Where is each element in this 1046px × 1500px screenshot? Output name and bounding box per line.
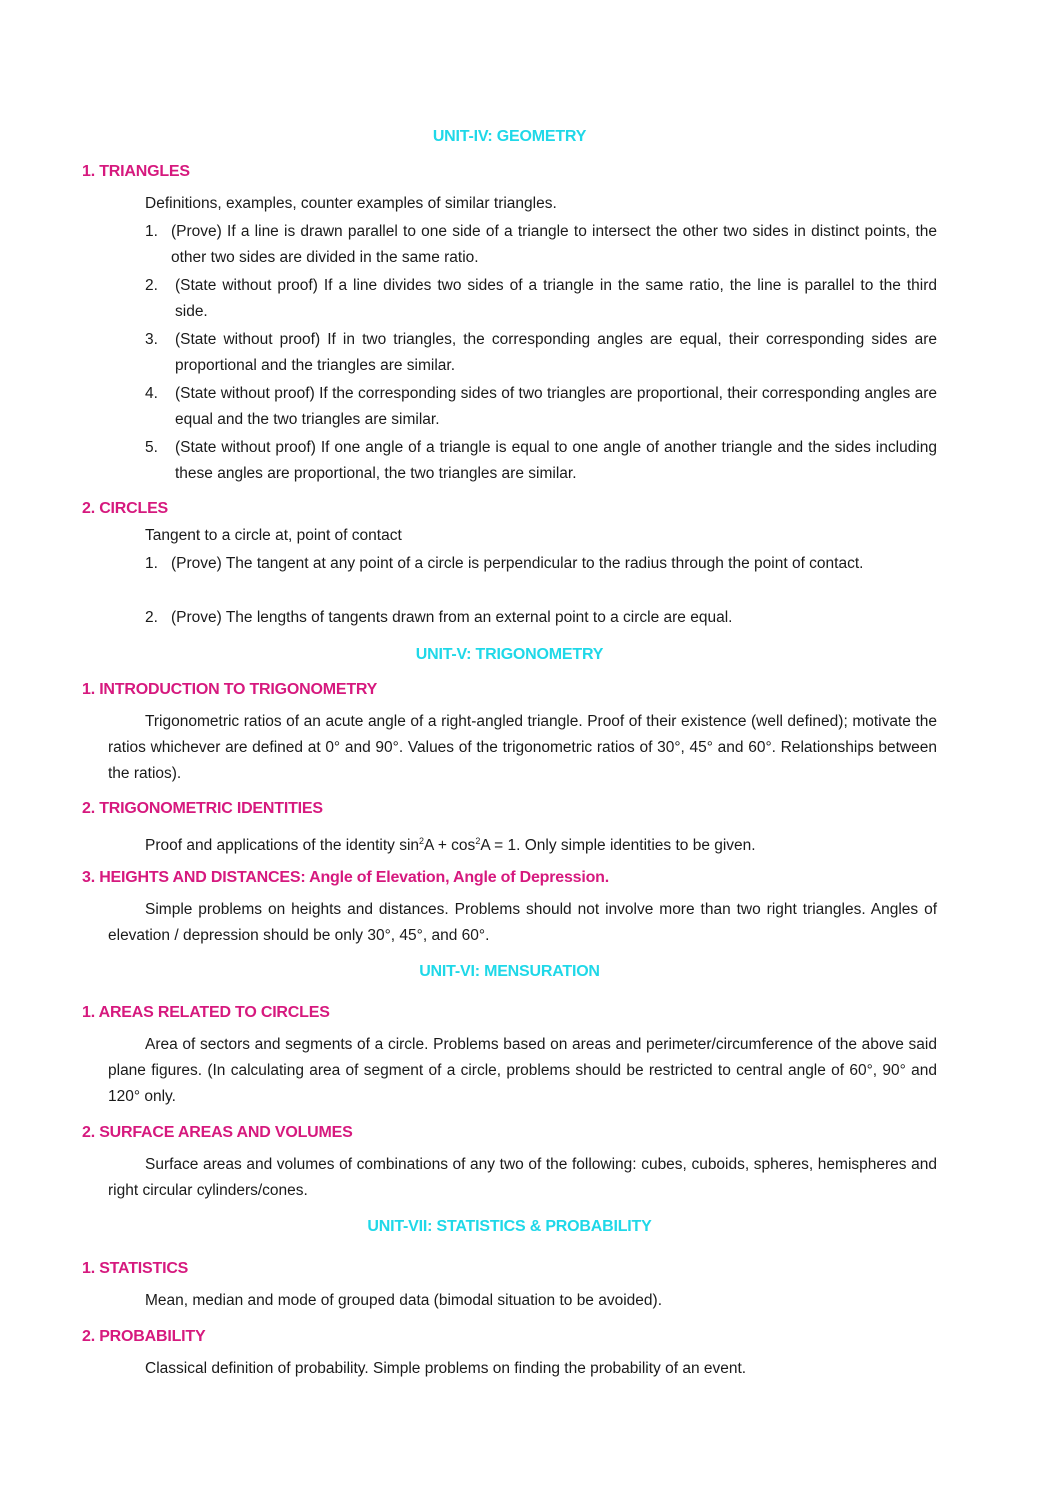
- identities-heading: 2. TRIGONOMETRIC IDENTITIES: [82, 800, 323, 817]
- intro-trig-heading: 1. INTRODUCTION TO TRIGONOMETRY: [82, 681, 378, 698]
- item-number: 5.: [145, 439, 158, 456]
- item-text: (Prove) If a line is drawn parallel to one side of a triangle to intersect the other two sides in distinct points, the other two sides are divided in the same ratio.: [171, 223, 937, 266]
- circles-heading: 2. CIRCLES: [82, 500, 169, 517]
- identities-text-part-1: Proof and applications of the identity sin: [145, 837, 420, 855]
- unit-4-title: UNIT-IV: GEOMETRY: [432, 128, 587, 145]
- item-text: (Prove) The tangent at any point of a circle is perpendicular to the radius through the point of contact.: [171, 555, 864, 572]
- item-number: 3.: [145, 331, 158, 348]
- circles-item-2: [145, 605, 937, 631]
- triangles-item-2: [145, 273, 937, 325]
- triangles-item-3: [145, 327, 937, 379]
- statistics-text: Mean, median and mode of grouped data (bimodal situation to be avoided).: [145, 1292, 663, 1309]
- item-number: 1.: [145, 555, 158, 572]
- item-text: (State without proof) If one angle of a triangle is equal to one angle of another triangle and the sides including these angles are proportional, the two triangles are similar.: [175, 439, 937, 482]
- superscript-2: 2: [475, 836, 481, 846]
- item-number: 2.: [145, 277, 158, 294]
- triangles-item-5: [145, 435, 937, 487]
- item-number: 4.: [145, 385, 158, 402]
- heights-text: Simple problems on heights and distances. Problems should not involve more than two right triangles. Angles of elevation / depression should be only 30°, 45°, and 60°.: [108, 901, 937, 944]
- surface-text: Surface areas and volumes of combinations of any two of the following: cubes, cuboids, spheres, hemispheres and right circular cylinders/cones.: [108, 1156, 937, 1199]
- probability-heading: 2. PROBABILITY: [82, 1328, 206, 1345]
- statistics-heading: 1. STATISTICS: [82, 1260, 189, 1277]
- areas-text: Area of sectors and segments of a circle. Problems based on areas and perimeter/circumference of the above said plane figures. (In calculating area of segment of a circle, problems should be restricted to central angle of 60°, 90° and 120° only.: [108, 1036, 937, 1105]
- unit-6-title: UNIT-VI: MENSURATION: [419, 963, 600, 980]
- item-text: (State without proof) If in two triangles, the corresponding angles are equal, their corresponding sides are proportional and the triangles are similar.: [175, 331, 937, 374]
- intro-trig-text: Trigonometric ratios of an acute angle of a right-angled triangle. Proof of their existence (well defined); motivate the ratios whichever are defined at 0° and 90°. Values of the trigonometric ratios of 30°, 45° and 60°. Relationships between the ratios).: [108, 713, 937, 782]
- circles-intro: Tangent to a circle at, point of contact: [145, 527, 402, 544]
- superscript-2: 2: [419, 836, 425, 846]
- circles-item-1: [145, 551, 937, 577]
- item-number: 2.: [145, 609, 158, 626]
- identities-text: [145, 828, 937, 859]
- item-text: (State without proof) If a line divides two sides of a triangle in the same ratio, the line is parallel to the third side.: [175, 277, 937, 320]
- triangles-intro: Definitions, examples, counter examples of similar triangles.: [145, 195, 557, 212]
- item-number: 1.: [145, 223, 158, 240]
- triangles-item-4: [145, 381, 937, 433]
- heights-heading: 3. HEIGHTS AND DISTANCES: Angle of Elevation, Angle of Depression.: [82, 869, 610, 886]
- probability-text: Classical definition of probability. Simple problems on finding the probability of an event.: [145, 1360, 747, 1377]
- unit-7-title: UNIT-VII: STATISTICS & PROBABILITY: [367, 1218, 652, 1235]
- identities-text-part-2: A + cos: [424, 837, 476, 855]
- triangles-heading: 1. TRIANGLES: [82, 163, 190, 180]
- item-text: (State without proof) If the corresponding sides of two triangles are proportional, their corresponding angles are equal and the two triangles are similar.: [175, 385, 937, 428]
- unit-5-title: UNIT-V: TRIGONOMETRY: [415, 646, 604, 663]
- item-text: (Prove) The lengths of tangents drawn from an external point to a circle are equal.: [171, 609, 733, 626]
- areas-heading: 1. AREAS RELATED TO CIRCLES: [82, 1004, 330, 1021]
- surface-heading: 2. SURFACE AREAS AND VOLUMES: [82, 1124, 353, 1141]
- triangles-item-1: [145, 219, 937, 271]
- identities-text-part-3: A = 1. Only simple identities to be given.: [480, 837, 756, 855]
